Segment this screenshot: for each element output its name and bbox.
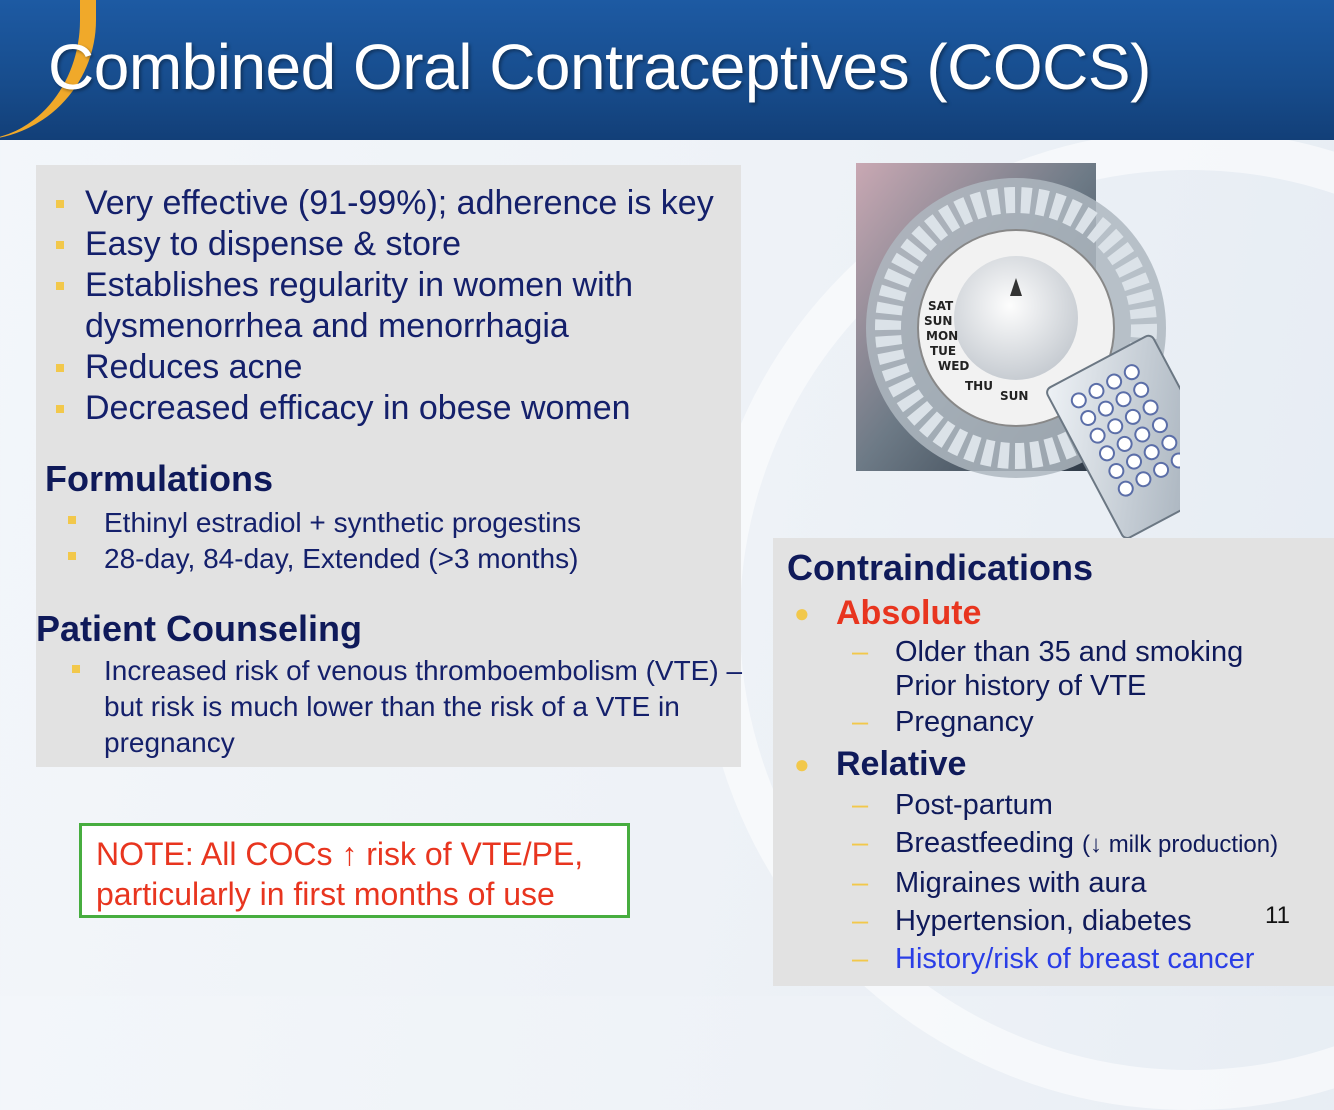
list-item: Decreased efficacy in obese women (50, 388, 745, 429)
dial-day-label: SUN (1000, 389, 1029, 403)
dot-bullet-icon: ● (794, 598, 810, 628)
dash-bullet-icon: – (852, 827, 869, 859)
square-bullet-icon (56, 405, 64, 413)
list-item: Very effective (91-99%); adherence is key (50, 183, 745, 224)
list-item: – Migraines with aura (850, 864, 1278, 902)
note-line: NOTE: All COCs ↑ risk of VTE/PE, (96, 836, 584, 872)
square-bullet-icon (72, 665, 80, 673)
square-bullet-icon (56, 364, 64, 372)
list-item: Increased risk of venous thromboembolism (VTE) – but risk is much lower than the risk of a VTE in pregnancy (70, 653, 744, 761)
patient-counseling-heading: Patient Counseling (36, 608, 363, 649)
breastfeeding-note: (↓ milk production) (1082, 831, 1279, 858)
counseling-list (70, 653, 744, 761)
benefits-list (50, 183, 745, 429)
dial-day-label: MON (926, 329, 959, 343)
dot-bullet-icon: ● (794, 749, 810, 779)
contraindications-heading: Contraindications (787, 547, 1094, 588)
list-item: – Hypertension, diabetes (850, 902, 1278, 940)
note-line: particularly in first months of use (96, 876, 555, 912)
list-item: Establishes regularity in women with dysmenorrhea and menorrhagia (50, 265, 745, 347)
dash-bullet-icon: – (852, 706, 869, 738)
dial-day-label: THU (965, 379, 993, 393)
absolute-list (850, 635, 1243, 741)
square-bullet-icon (56, 282, 64, 290)
formulations-heading: Formulations (45, 458, 274, 499)
list-item: – Older than 35 and smoking (852, 636, 1244, 668)
dash-bullet-icon: – (852, 789, 869, 821)
square-bullet-icon (56, 200, 64, 208)
birth-control-pill-pack-image (840, 160, 1180, 540)
vte-note-box (79, 823, 630, 918)
list-item: Easy to dispense & store (50, 224, 745, 265)
relative-label: Relative (836, 745, 967, 783)
dash-bullet-icon: – (852, 867, 869, 899)
list-item: – Breastfeeding (↓ milk production) (850, 824, 1278, 864)
list-item: – Post-partum (850, 786, 1278, 824)
square-bullet-icon (68, 516, 76, 524)
relative-list (850, 786, 1278, 978)
slide-title: Combined Oral Contraceptives (COCS) (48, 31, 1151, 103)
dial-day-label: WED (938, 359, 970, 373)
square-bullet-icon (56, 241, 64, 249)
dial-day-label: TUE (930, 344, 957, 358)
list-item: Reduces acne (50, 347, 745, 388)
formulations-list (66, 505, 581, 577)
dial-center (954, 256, 1078, 380)
dash-bullet-icon: – (852, 636, 869, 668)
dash-bullet-icon: – (852, 905, 869, 937)
list-item: – History/risk of breast cancer (850, 940, 1278, 978)
list-item: – Pregnancy (850, 703, 1243, 741)
list-item: Ethinyl estradiol + synthetic progestins (66, 505, 581, 541)
square-bullet-icon (68, 552, 76, 560)
dash-bullet-icon: – (852, 943, 869, 975)
page-number: 11 (1265, 902, 1290, 929)
absolute-label: Absolute (836, 594, 982, 632)
list-item: Prior history of VTE (895, 670, 1147, 702)
dial-day-label: SUN (924, 314, 953, 328)
list-item: 28-day, 84-day, Extended (>3 months) (66, 541, 581, 577)
dial-day-label: SAT (928, 299, 954, 313)
